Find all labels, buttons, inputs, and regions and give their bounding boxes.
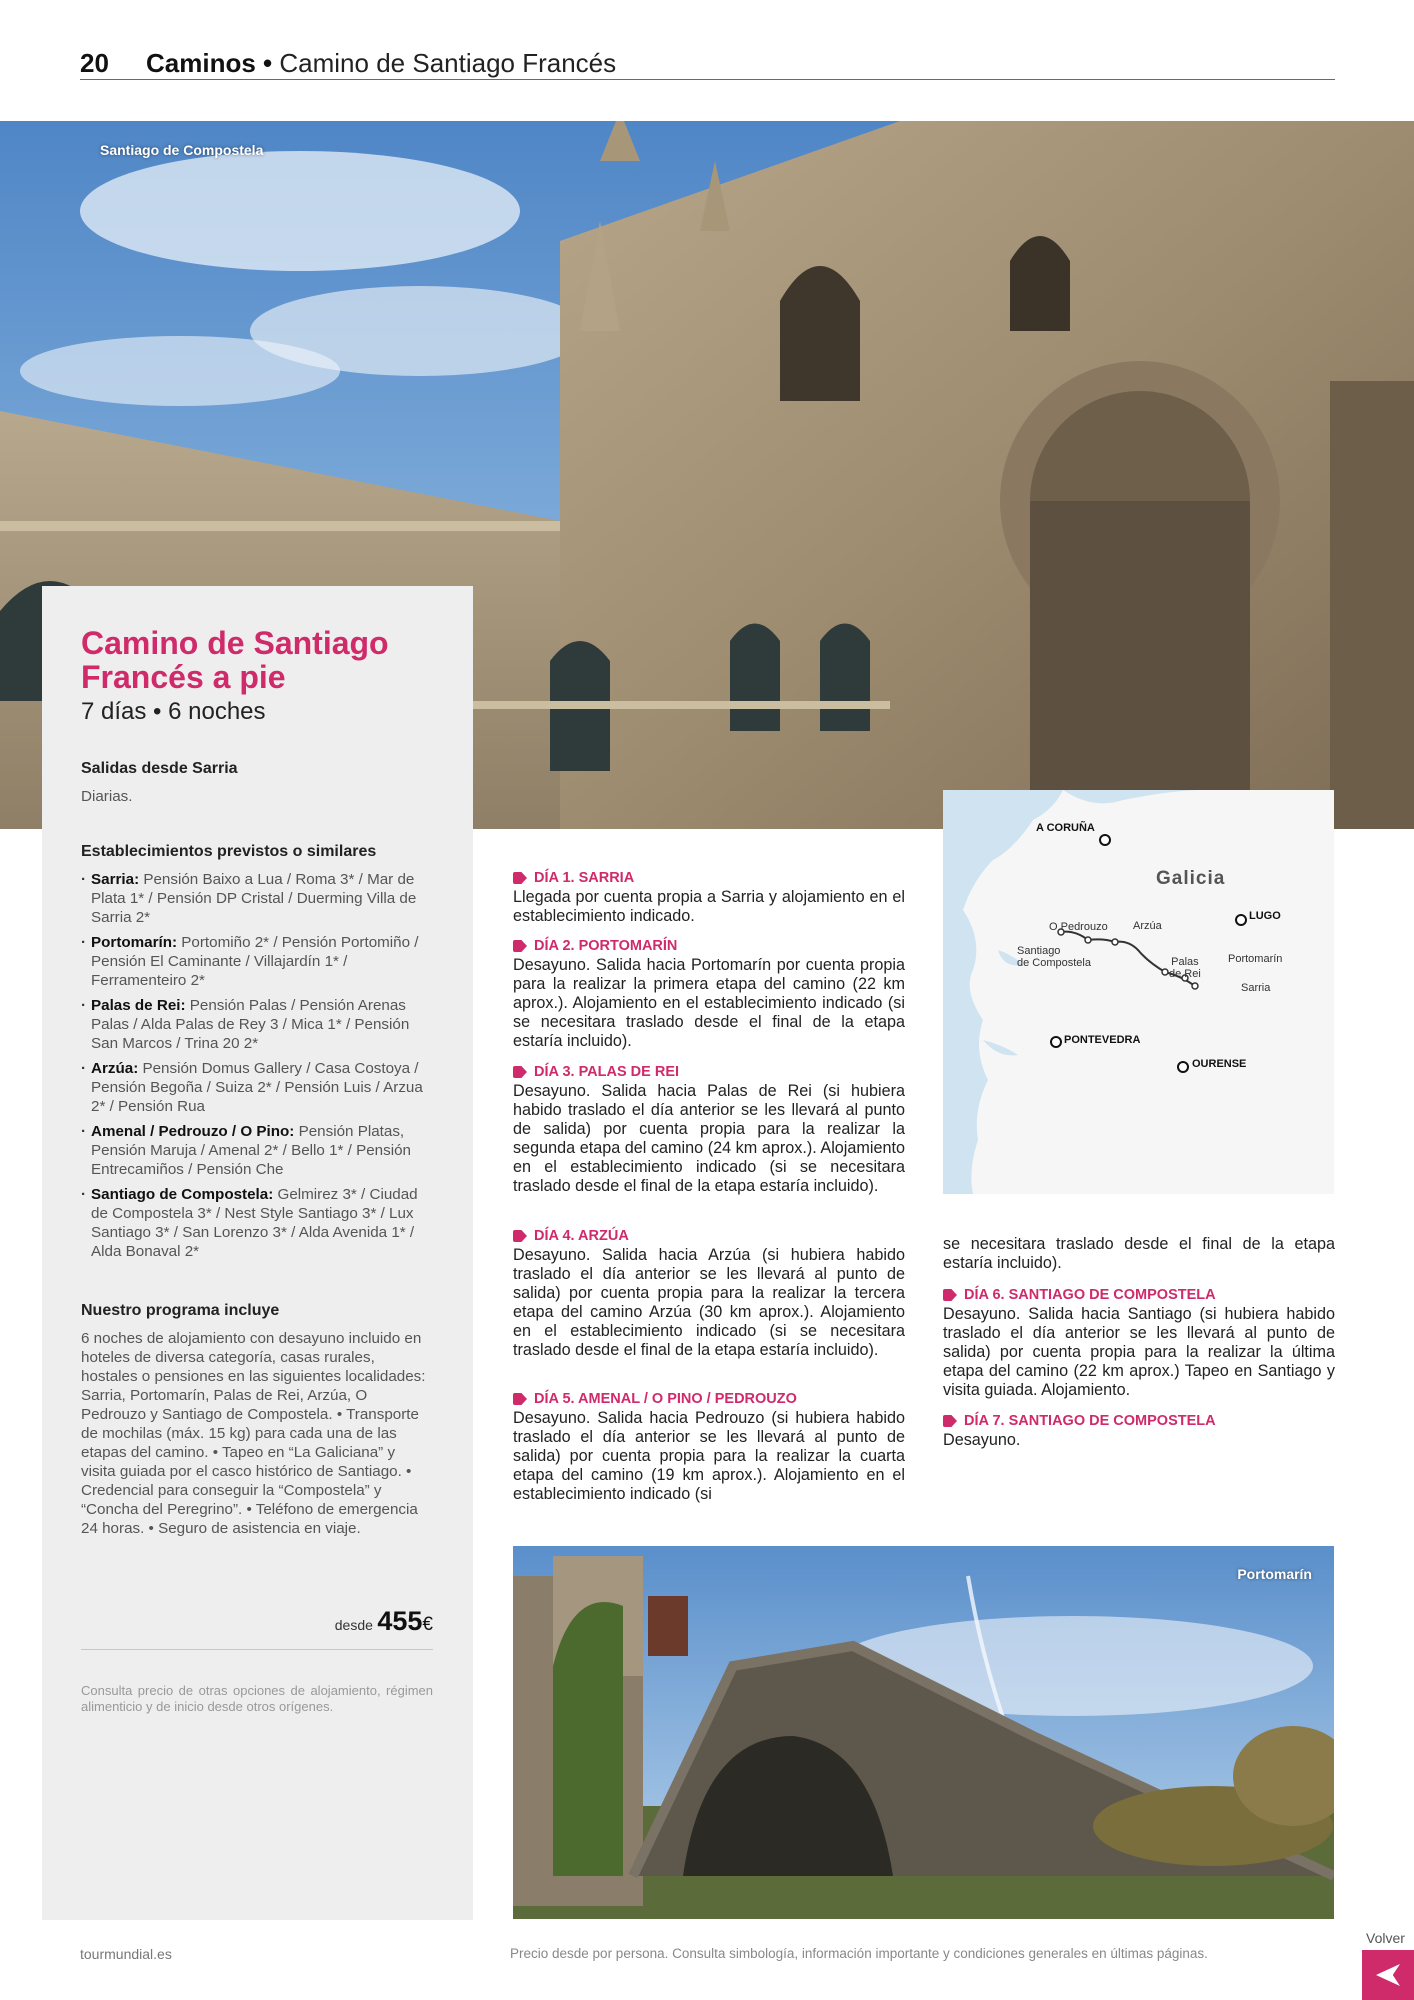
section-subtitle: Camino de Santiago Francés	[279, 48, 617, 78]
hotel-list: Pensión Platas, Pensión Maruja / Amenal 2* / Bello 1* / Pensión Entrecamiños / Pensión Che	[91, 1123, 411, 1178]
section-name: Caminos	[146, 48, 256, 78]
place-name: Arzúa:	[91, 1060, 139, 1077]
header-separator: •	[263, 48, 273, 78]
day-text: Desayuno.	[943, 1431, 1021, 1449]
list-item	[81, 1122, 431, 1179]
list-item	[81, 870, 431, 927]
price-currency: €	[422, 1614, 433, 1635]
day-text: se necesitara traslado desde el final de la etapa estaría incluido).	[943, 1235, 1335, 1272]
hotel-list: Gelmirez 3* / Ciudad de Compostela 3* / Nest Style Santiago 3* / Lux Santiago 3* / San Lorenzo 3* / Alda Avenida 1* / Alda Bonaval 2*	[91, 1186, 418, 1260]
place-name: Sarria:	[91, 871, 140, 888]
day-text: Desayuno. Salida hacia Arzúa (si hubiera habido traslado el día anterior se les llevará al punto de salida) por cuenta propia para la realizar la tercera etapa del camino Arzúa (30 km aprox.). Alojamiento en el establecimiento indicado (si se necesitara traslado desde el final de la etapa estaría incluido).	[513, 1246, 905, 1359]
map-city-coruna: A CORUÑA	[1036, 822, 1095, 834]
list-item	[81, 1185, 431, 1261]
establishments-list	[81, 870, 431, 1267]
page-header	[80, 46, 1335, 80]
hotel-list: Portomiño 2* / Pensión Portomiño / Pensión El Caminante / Villajardín 1* / Ferramenteiro 2*	[91, 934, 419, 989]
back-arrow-icon	[1376, 1964, 1400, 1986]
map-region-label: Galicia	[1156, 868, 1226, 889]
header-title	[146, 48, 616, 79]
hotel-list: Pensión Baixo a Lua / Roma 3* / Mar de Plata 1* / Pensión DP Cristal / Duerming Villa de Sarria 2*	[91, 871, 417, 926]
departures-heading: Salidas desde Sarria	[81, 760, 238, 777]
itinerary-day-3	[513, 1062, 905, 1196]
day-heading	[513, 936, 905, 956]
map-stage-santiago	[1017, 945, 1091, 969]
price-row	[81, 1606, 433, 1650]
photo-caption: Portomarín	[1237, 1566, 1312, 1582]
trip-title: Camino de Santiago Francés a pie	[81, 625, 389, 695]
program-text: 6 noches de alojamiento con desayuno incluido en hoteles de diversa categoría, casas rurales, hostales o pensiones en las siguientes localidades: Sarria, Portomarín, Palas de Rei, Arzúa, O Pedrouzo y Santiago de Compostela. • Transporte de mochilas (máx. 15 kg) para cada una de las etapas del camino. • Tapeo en “La Galiciana” y visita guiada por el casco histórico de Santiago. • Credencial para conseguir la “Compostela” y “Concha del Peregrino”. • Teléfono de emergencia 24 horas. • Seguro de asistencia en viaje.	[81, 1330, 426, 1537]
day-text: Llegada por cuenta propia a Sarria y alojamiento en el establecimiento indicado.	[513, 888, 905, 925]
hero-caption: Santiago de Compostela	[100, 142, 264, 158]
route-map	[943, 790, 1334, 1194]
arrow-marker-icon	[513, 1230, 527, 1242]
day-heading	[513, 1389, 905, 1409]
map-city-pontevedra: PONTEVEDRA	[1064, 1034, 1141, 1046]
trip-info-panel	[42, 586, 473, 1920]
hotel-list: Pensión Palas / Pensión Arenas Palas / Alda Palas de Rey 3 / Mica 1* / Pensión San Marcos / Trina 20 2*	[91, 997, 410, 1052]
place-name: Amenal / Pedrouzo / O Pino:	[91, 1123, 295, 1140]
day-text: Desayuno. Salida hacia Pedrouzo (si hubiera habido traslado el día anterior se les llevará al punto de salida) por cuenta propia para la realizar la cuarta etapa del camino (19 km aprox.). Alojamiento en el establecimiento indicado (si	[513, 1409, 905, 1503]
arrow-marker-icon	[513, 940, 527, 952]
day-title: DÍA 6. SANTIAGO DE COMPOSTELA	[964, 1287, 1216, 1303]
map-stage-pedrouzo: O Pedrouzo	[1049, 921, 1108, 933]
itinerary-day-2	[513, 936, 905, 1051]
arrow-marker-icon	[513, 872, 527, 884]
day-title: DÍA 4. ARZÚA	[534, 1228, 629, 1244]
list-item	[81, 933, 431, 990]
itinerary-day-1	[513, 868, 905, 926]
day-heading	[943, 1285, 1335, 1305]
trip-duration: 7 días • 6 noches	[81, 698, 266, 725]
map-label-line: de Rei	[1169, 968, 1201, 980]
day-heading	[513, 868, 905, 888]
day-text: Desayuno. Salida hacia Santiago (si hubiera habido traslado el día anterior se les llevará al punto de salida) por cuenta propia para la realizar la última etapa del camino (22 km aprox.) Tapeo en Santiago y visita guiada. Alojamiento.	[943, 1305, 1335, 1399]
map-city-lugo: LUGO	[1249, 910, 1281, 922]
consult-note: Consulta precio de otras opciones de alojamiento, régimen alimenticio y de inicio desde otros orígenes.	[81, 1683, 433, 1714]
map-stage-arzua: Arzúa	[1133, 920, 1162, 932]
day-title: DÍA 5. AMENAL / O PINO / PEDROUZO	[534, 1391, 797, 1407]
price-from-label: desde	[334, 1617, 373, 1633]
departures-text: Diarias.	[81, 788, 133, 805]
itinerary-day-7	[943, 1411, 1335, 1450]
map-label-line: de Compostela	[1017, 957, 1091, 969]
map-city-ourense: OURENSE	[1192, 1058, 1247, 1070]
day-text: Desayuno. Salida hacia Palas de Rei (si hubiera habido traslado el día anterior se les llevará al punto de salida) por cuenta propia para la realizar la segunda etapa del camino (24 km aprox.). Alojamiento en el establecimiento indicado (si se necesitara traslado desde el final de la etapa estaría incluido).	[513, 1082, 905, 1195]
map-stage-portomarin: Portomarín	[1228, 953, 1283, 965]
place-name: Portomarín:	[91, 934, 178, 951]
day-heading	[943, 1411, 1335, 1431]
bridge-illustration	[513, 1546, 1334, 1919]
place-name: Santiago de Compostela:	[91, 1186, 274, 1203]
galicia-map	[943, 790, 1334, 1194]
program-heading: Nuestro programa incluye	[81, 1302, 280, 1319]
arrow-marker-icon	[513, 1066, 527, 1078]
itinerary-day-5-continued	[943, 1235, 1335, 1273]
day-title: DÍA 7. SANTIAGO DE COMPOSTELA	[964, 1413, 1216, 1429]
map-label-line: Santiago	[1017, 945, 1061, 957]
map-label-line: Palas	[1171, 956, 1199, 968]
arrow-marker-icon	[513, 1393, 527, 1405]
back-label[interactable]: Volver	[1366, 1930, 1405, 1946]
list-item	[81, 1059, 431, 1116]
hotel-list: Pensión Domus Gallery / Casa Costoya / Pensión Begoña / Suiza 2* / Pensión Luis / Arzua 2* / Pensión Rua	[91, 1060, 423, 1115]
day-title: DÍA 3. PALAS DE REI	[534, 1064, 680, 1080]
place-name: Palas de Rei:	[91, 997, 186, 1014]
day-title: DÍA 1. SARRIA	[534, 870, 635, 886]
footer-note: Precio desde por persona. Consulta simbología, información importante y condiciones generales en últimas páginas.	[510, 1946, 1208, 1961]
list-item	[81, 996, 431, 1053]
back-button[interactable]	[1362, 1950, 1414, 2000]
map-stage-sarria: Sarria	[1241, 982, 1271, 994]
day-heading	[513, 1062, 905, 1082]
itinerary-day-4	[513, 1226, 905, 1360]
map-stage-palas	[1169, 956, 1201, 980]
page-number: 20	[80, 48, 109, 78]
itinerary-day-6	[943, 1285, 1335, 1400]
price-value: 455	[377, 1606, 423, 1636]
day-heading	[513, 1226, 905, 1246]
itinerary-day-5	[513, 1389, 905, 1504]
establishments-heading: Establecimientos previstos o similares	[81, 843, 377, 860]
arrow-marker-icon	[943, 1289, 957, 1301]
portomarin-photo	[513, 1546, 1334, 1919]
day-text: Desayuno. Salida hacia Portomarín por cuenta propia para la realizar la primera etapa del camino (22 km aprox.). Alojamiento en el establecimiento indicado (si se necesitara traslado desde el final de la etapa estaría incluido).	[513, 956, 905, 1050]
day-title: DÍA 2. PORTOMARÍN	[534, 938, 678, 954]
footer-site[interactable]: tourmundial.es	[80, 1946, 172, 1962]
arrow-marker-icon	[943, 1415, 957, 1427]
